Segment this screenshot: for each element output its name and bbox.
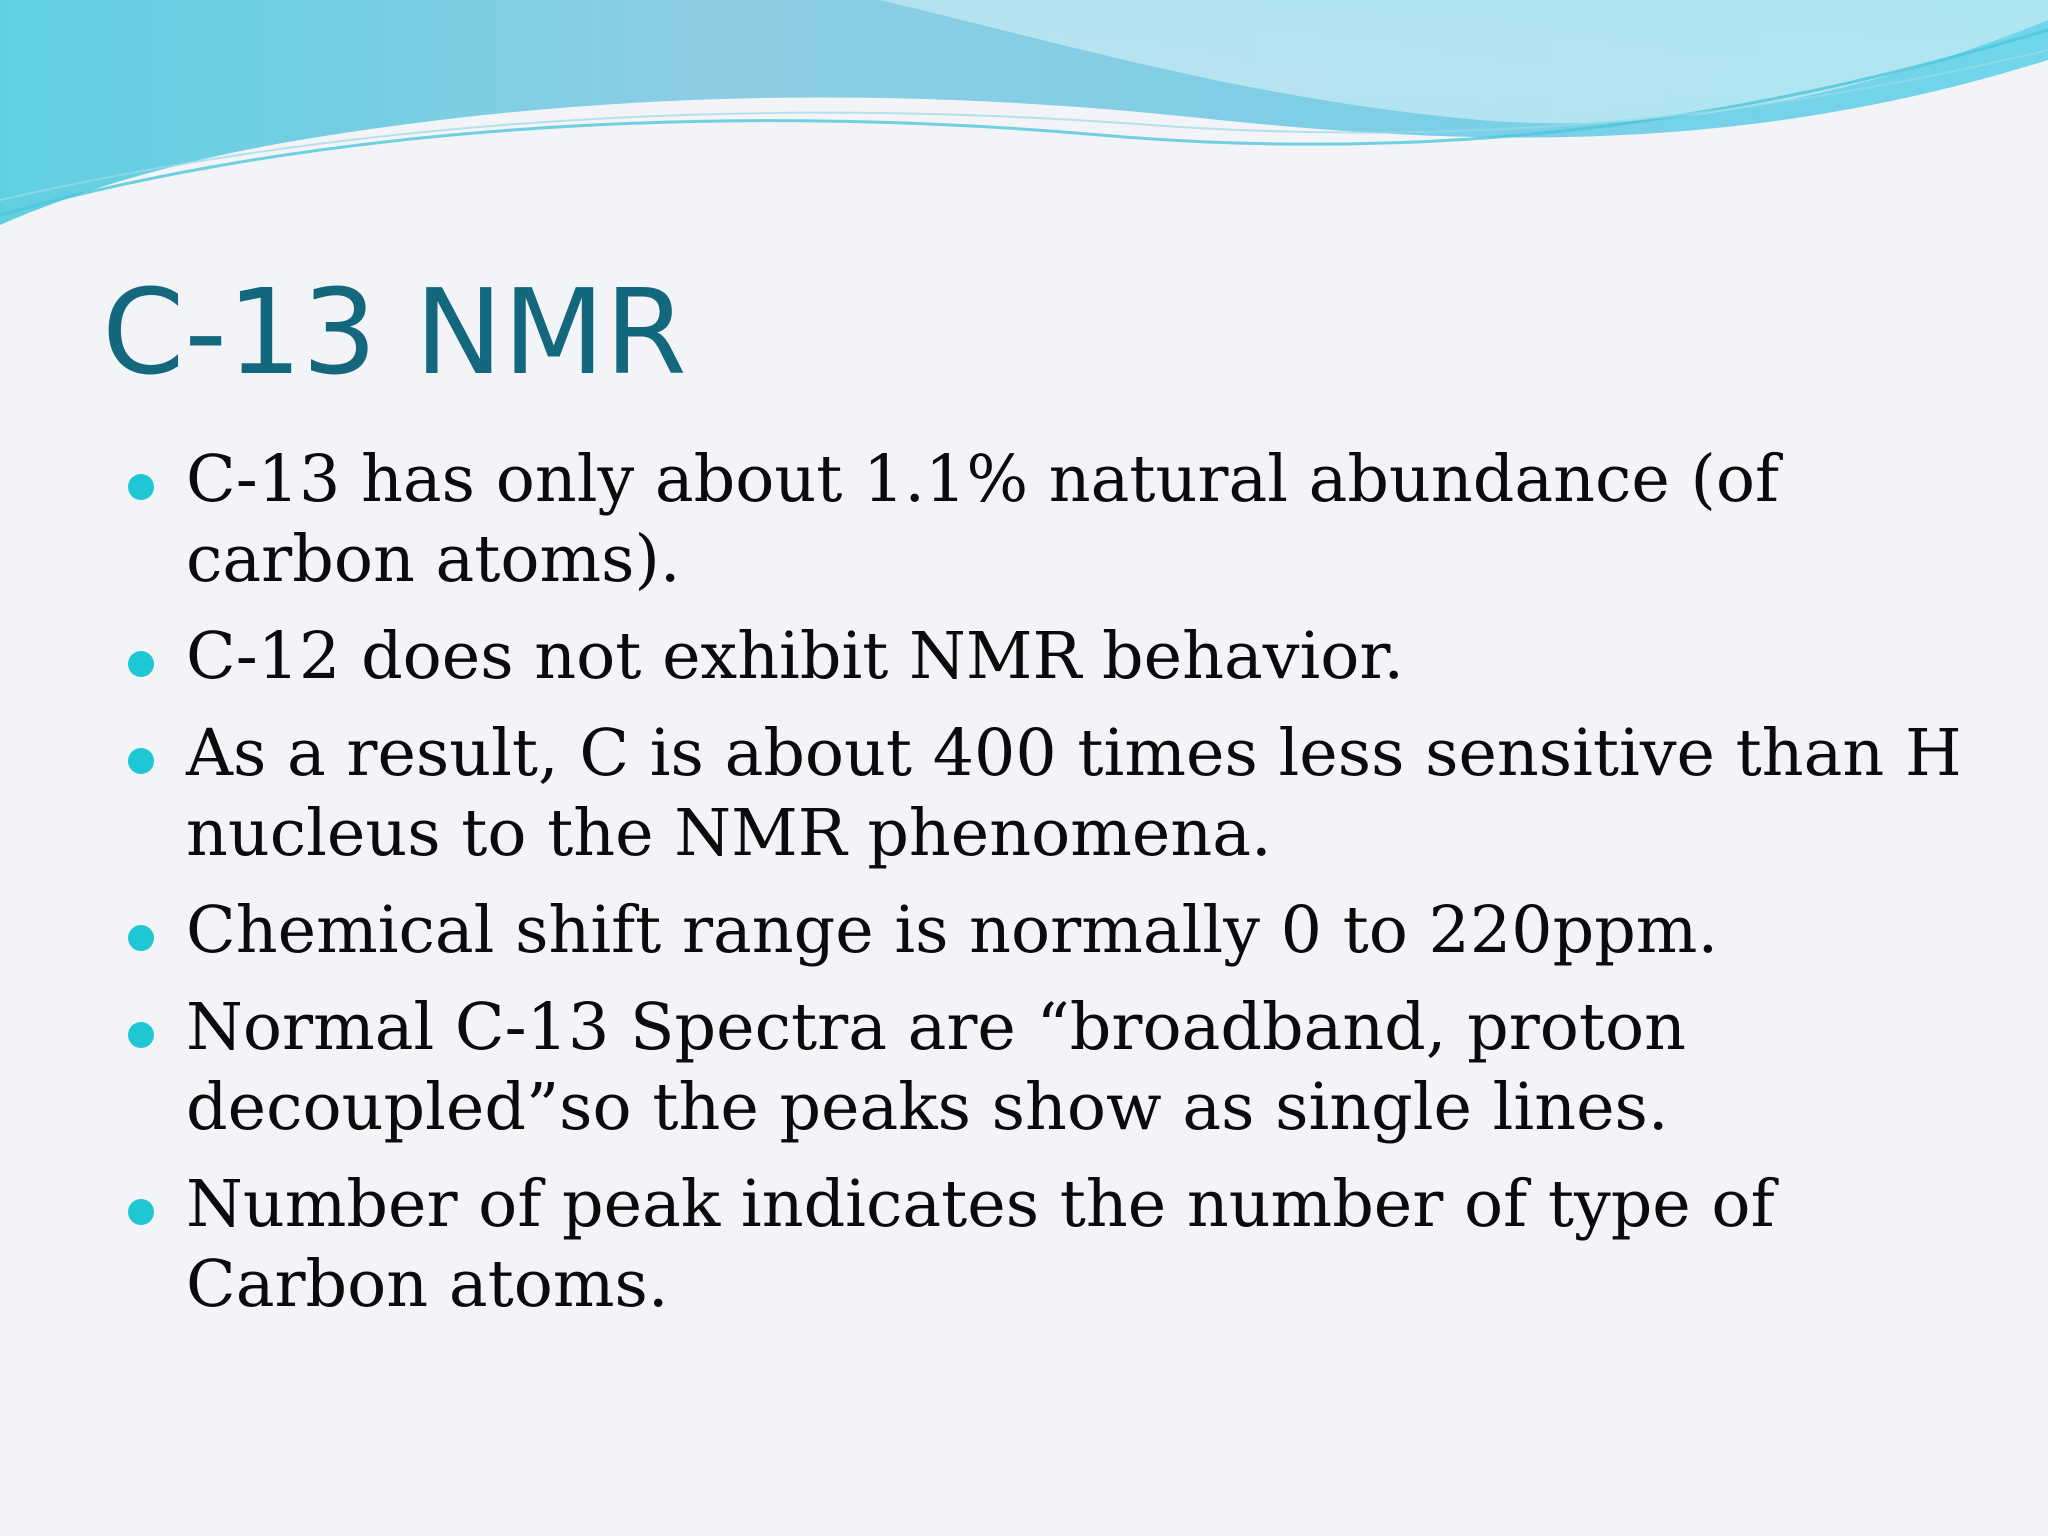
bullet-item [128,714,1988,874]
bullet-dot-icon [128,1022,154,1048]
bullet-dot-icon [128,474,154,500]
bullet-item [128,1165,1988,1325]
bullet-text: Chemical shift range is normally 0 to 220ppm. [186,893,1719,968]
bullet-text: Number of peak indicates the number of type of Carbon atoms. [186,1167,1775,1322]
bullet-text: C-12 does not exhibit NMR behavior. [186,619,1404,694]
header-wave-decoration [0,0,2048,240]
bullet-text: C-13 has only about 1.1% natural abundance (of carbon atoms). [186,442,1780,597]
bullet-dot-icon [128,748,154,774]
slide-title: C-13 NMR [102,263,687,401]
bullet-text: As a result, C is about 400 times less sensitive than H nucleus to the NMR phenomena. [186,716,1962,871]
bullet-item [128,617,1988,697]
bullet-item [128,891,1988,971]
bullet-dot-icon [128,651,154,677]
bullet-item [128,440,1988,600]
bullet-list [128,440,1988,1342]
bullet-dot-icon [128,1199,154,1225]
bullet-dot-icon [128,925,154,951]
bullet-item [128,988,1988,1148]
bullet-text: Normal C-13 Spectra are “broadband, proton decoupled”so the peaks show as single lines. [186,990,1687,1145]
